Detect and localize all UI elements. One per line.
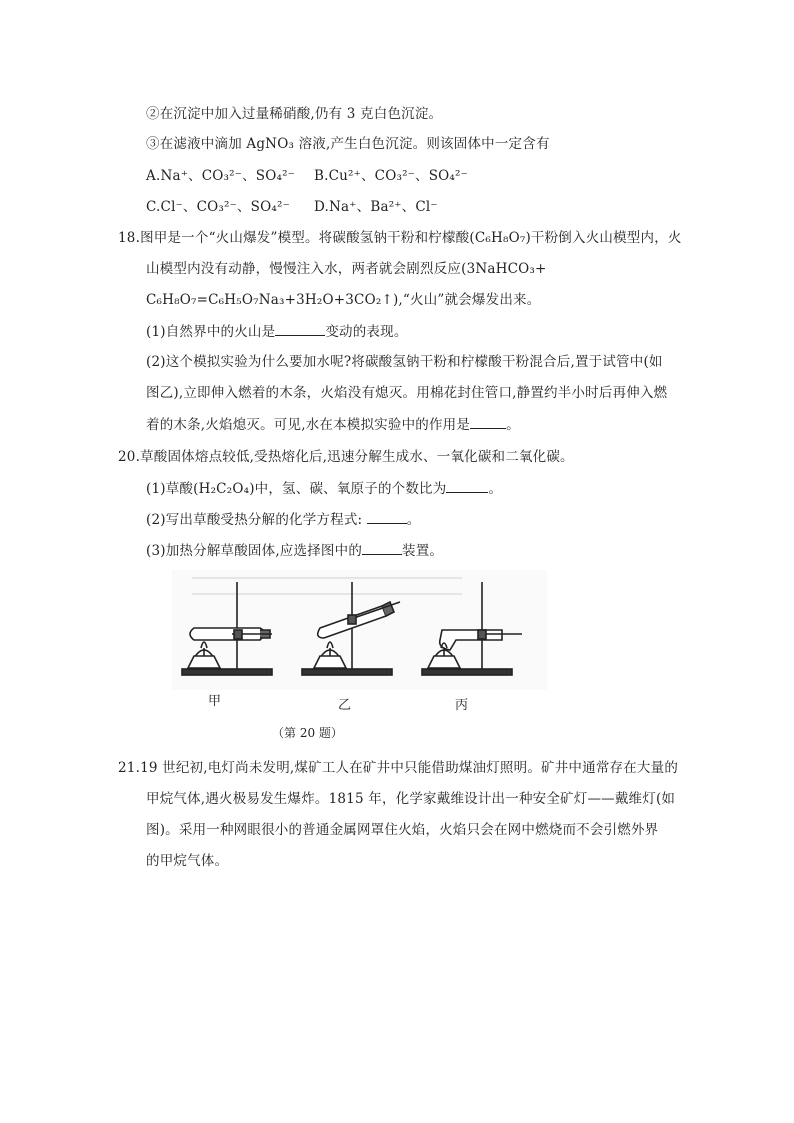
q21-line-4: 的甲烷气体。 xyxy=(146,853,229,869)
q20-sub-2-text: (2)写出草酸受热分解的化学方程式: xyxy=(146,512,363,528)
q18-sub-2-line-1: (2)这个模拟实验为什么要加水呢?将碳酸氢钠干粉和柠檬酸干粉混合后,置于试管中(如 xyxy=(146,354,663,370)
q17-option-d: D.Na⁺、Ba²⁺、Cl⁻ xyxy=(314,199,438,215)
fig-label-jia: 甲 xyxy=(208,694,222,709)
q18-line-2: 山模型内没有动静，慢慢注入水，两者就会剧烈反应(3NaHCO₃+ xyxy=(146,261,547,277)
q21-line-3: 图)。采用一种网眼很小的普通金属网罩住火焰，火焰只会在网中燃烧而不会引燃外界 xyxy=(146,822,659,838)
q18-sub-2-line-3 xyxy=(146,414,520,435)
q20-sub-1 xyxy=(146,478,502,499)
fig-label-bing: 丙 xyxy=(455,698,469,713)
answer-blank[interactable] xyxy=(470,414,506,429)
q17-option-b: B.Cu²⁺、CO₃²⁻、SO₄²⁻ xyxy=(314,168,468,184)
q17-line-3: ③在滤液中滴加 AgNO₃ 溶液,产生白色沉淀。则该固体中一定含有 xyxy=(146,136,550,152)
q20-sub-3-text: (3)加热分解草酸固体,应选择图中的 xyxy=(146,543,363,559)
q20-sub-1-text: (1)草酸(H₂C₂O₄)中，氢、碳、氧原子的个数比为 xyxy=(146,481,447,497)
q18-line-3: C₆H₈O₇=C₆H₅O₇Na₃+3H₂O+3CO₂↑),“火山”就会爆发出来。 xyxy=(146,292,541,308)
q17-option-c: C.Cl⁻、CO₃²⁻、SO₄²⁻ xyxy=(146,199,290,215)
answer-blank[interactable] xyxy=(446,478,488,493)
q17-options-row-2 xyxy=(146,197,646,217)
q20-line-1: 20.草酸固体熔点较低,受热熔化后,迅速分解生成水、一氧化碳和二氧化碳。 xyxy=(118,449,574,465)
q17-options-row-1 xyxy=(146,166,646,186)
apparatus-drawing xyxy=(172,570,547,750)
q18-sub-1 xyxy=(146,321,408,342)
q20-sub-2-text-end: 。 xyxy=(406,512,421,528)
q21-line-2: 甲烷气体,遇火极易发生爆炸。1815 年，化学家戴维设计出一种安全矿灯——戴维灯(如 xyxy=(146,791,676,807)
q18-sub-2-text-end: 。 xyxy=(506,417,520,433)
fig-label-yi: 乙 xyxy=(338,698,352,713)
q18-line-1: 18.图甲是一个“火山爆发”模型。将碳酸氢钠干粉和柠檬酸(C₆H₈O₇)干粉倒入火山模型内，火 xyxy=(118,230,682,246)
q17-line-2: ②在沉淀中加入过量稀硝酸,仍有 3 克白色沉淀。 xyxy=(146,106,443,122)
q20-figure xyxy=(172,570,547,750)
q17-option-a: A.Na⁺、CO₃²⁻、SO₄²⁻ xyxy=(146,168,296,184)
answer-blank[interactable] xyxy=(367,509,407,524)
q18-sub-1-text-end: 变动的表现。 xyxy=(325,324,408,340)
q20-sub-2 xyxy=(146,509,420,530)
q18-sub-1-text: (1)自然界中的火山是 xyxy=(146,324,276,340)
q21-line-1: 21.19 世纪初,电灯尚未发明,煤矿工人在矿井中只能借助煤油灯照明。矿井中通常存在大量的 xyxy=(118,760,679,776)
q18-sub-2-line-2: 图乙),立即伸入燃着的木条，火焰没有熄灭。用棉花封住管口,静置约半小时后再伸入燃 xyxy=(146,385,668,401)
answer-blank[interactable] xyxy=(275,321,325,336)
q20-sub-1-text-end: 。 xyxy=(488,481,503,497)
q20-sub-3 xyxy=(146,540,443,561)
q18-sub-2-text: 着的木条,火焰熄灭。可见,水在本模拟实验中的作用是 xyxy=(146,417,471,433)
answer-blank[interactable] xyxy=(362,540,402,555)
q20-sub-3-text-end: 装置。 xyxy=(402,543,444,559)
figure-caption: （第 20 题） xyxy=(272,726,343,740)
